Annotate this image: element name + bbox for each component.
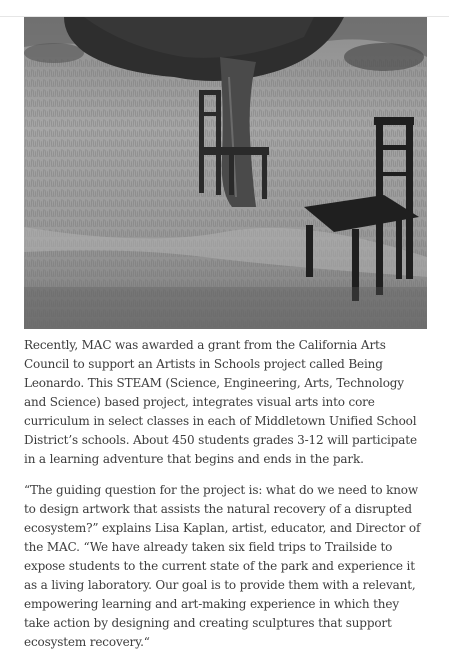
top-header-bar [0,0,449,17]
article-paragraph-2: “The guiding question for the project is: what do we need to know to design artwork that assists the natural recovery of a disrupted ecosystem?” explains Lisa Kaplan, artist, educator, and Director of the MAC. “We have already taken six field trips to Trailside to expose students to the current state of the park and experience it as a living laboratory. Our goal is to provide them with a relevant, empowering learning and art-making experience in which they take action by designing and creating sculptures that support ecosystem recovery.“ [24,483,421,649]
two-chairs-under-tree-photo [24,17,427,329]
article-paragraph-1: Recently, MAC was awarded a grant from the California Arts Council to support an Artists in Schools project called Being Leonardo. This STEAM (Science, Engineering, Arts, Technology and Science) based project, integrates visual arts into core curriculum in select classes in each of Middletown Unified School District’s schools. About 450 students grades 3-12 will participate in a learning adventure that begins and ends in the park. [24,338,417,466]
article-body [24,336,428,652]
